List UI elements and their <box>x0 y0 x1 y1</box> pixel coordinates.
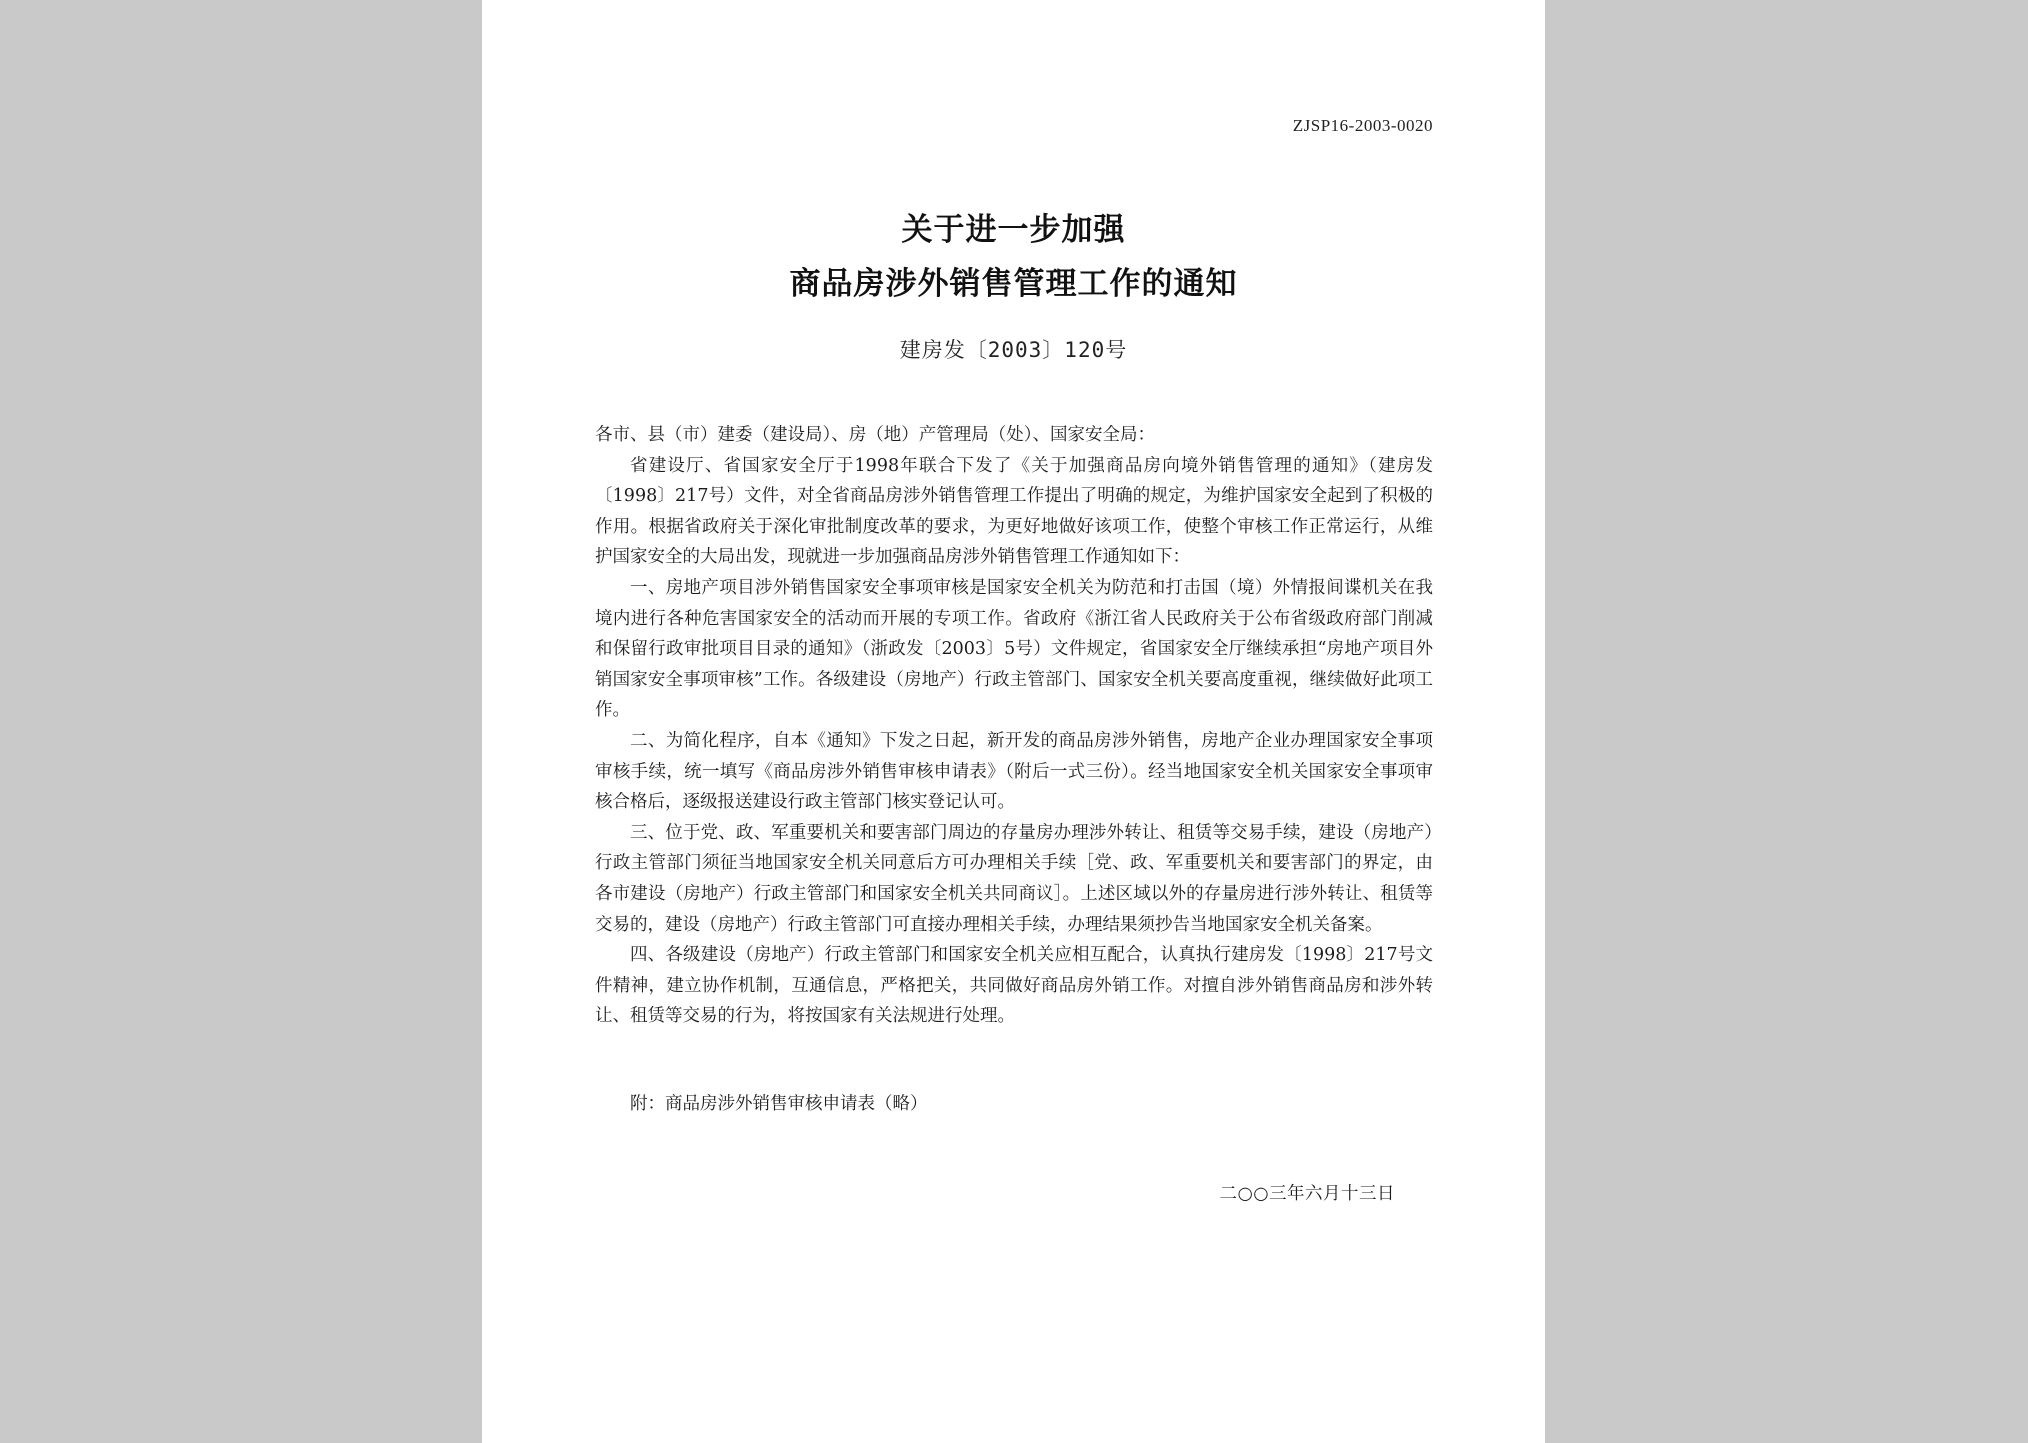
salutation: 各市、县（市）建委（建设局）、房（地）产管理局（处）、国家安全局： <box>595 425 1155 445</box>
document-body <box>595 420 1433 1032</box>
paragraph-item-4: 四、各级建设（房地产）行政主管部门和国家安全机关应相互配合，认真执行建房发〔1998〕217号文件精神，建立协作机制，互通信息，严格把关，共同做好商品房外销工作。对擅自涉外销售商品房和涉外转让、租赁等交易的行为，将按国家有关法规进行处理。 <box>595 945 1433 1027</box>
document-number: 建房发〔2003〕120号 <box>899 338 1128 362</box>
paragraph-item-1: 一、房地产项目涉外销售国家安全事项审核是国家安全机关为防范和打击国（境）外情报间谍机关在我境内进行各种危害国家安全的活动而开展的专项工作。省政府《浙江省人民政府关于公布省级政府部门削减和保留行政审批项目目录的通知》（浙政发〔2003〕5号）文件规定，省国家安全厅继续承担“房地产项目外销国家安全事项审核”工作。各级建设（房地产）行政主管部门、国家安全机关要高度重视，继续做好此项工作。 <box>595 577 1433 721</box>
document-title-line-2: 商品房涉外销售管理工作的通知 <box>789 266 1238 302</box>
document-code: ZJSP16-2003-0020 <box>1292 116 1433 135</box>
document-page <box>482 0 1545 1443</box>
attachment-note: 附：商品房涉外销售审核申请表（略） <box>630 1094 928 1114</box>
document-date: 二○○三年六月十三日 <box>1219 1184 1395 1204</box>
paragraph-intro: 省建设厅、省国家安全厅于1998年联合下发了《关于加强商品房向境外销售管理的通知》（建房发〔1998〕217号）文件，对全省商品房涉外销售管理工作提出了明确的规定，为维护国家安全起到了积极的作用。根据省政府关于深化审批制度改革的要求，为更好地做好该项工作，使整个审核工作正常运行，从维护国家安全的大局出发，现就进一步加强商品房涉外销售管理工作通知如下： <box>595 455 1433 568</box>
paragraph-item-2: 二、为简化程序，自本《通知》下发之日起，新开发的商品房涉外销售，房地产企业办理国家安全事项审核手续，统一填写《商品房涉外销售审核申请表》（附后一式三份）。经当地国家安全机关国家安全事项审核合格后，逐级报送建设行政主管部门核实登记认可。 <box>595 730 1433 813</box>
paragraph-item-3: 三、位于党、政、军重要机关和要害部门周边的存量房办理涉外转让、租赁等交易手续，建设（房地产）行政主管部门须征当地国家安全机关同意后方可办理相关手续［党、政、军重要机关和要害部门的界定，由各市建设（房地产）行政主管部门和国家安全机关共同商议］。上述区域以外的存量房进行涉外转让、租赁等交易的，建设（房地产）行政主管部门可直接办理相关手续，办理结果须抄告当地国家安全机关备案。 <box>595 822 1433 935</box>
document-title-line-1: 关于进一步加强 <box>901 212 1126 248</box>
